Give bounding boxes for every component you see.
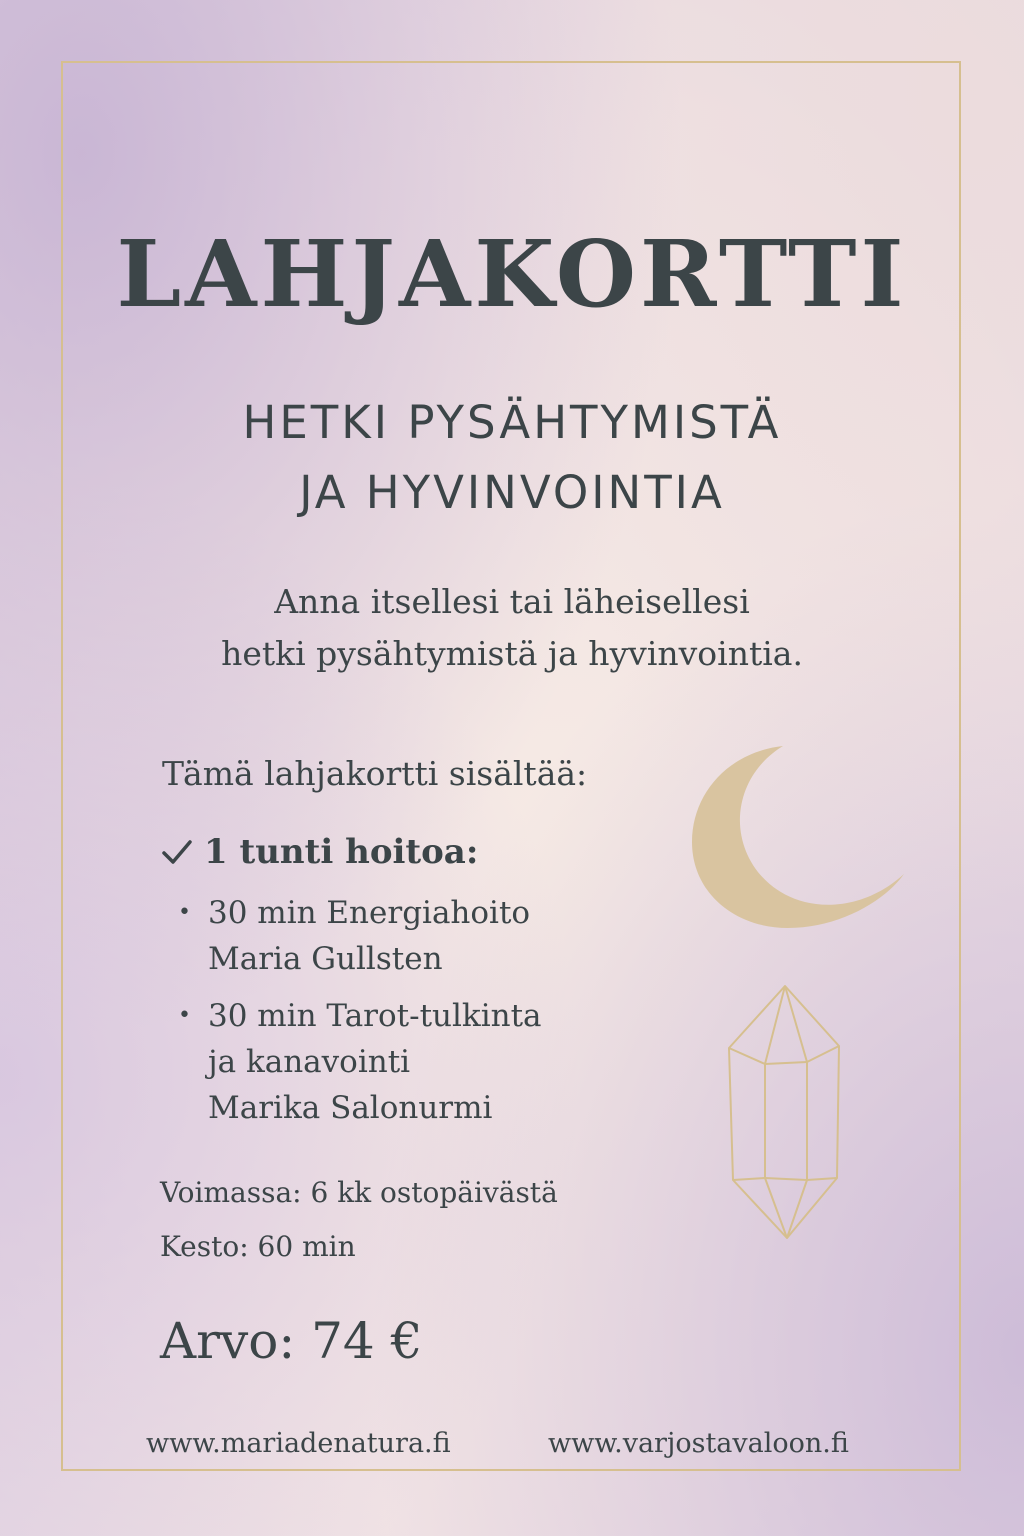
crystal-icon <box>725 982 845 1242</box>
contents-heading: Tämä lahjakortti sisältää: <box>162 754 588 793</box>
main-item <box>160 832 478 872</box>
treatment-item <box>178 993 542 1131</box>
intro-line: Anna itsellesi tai läheisellesi <box>274 582 750 621</box>
bullet-dot: • <box>178 1003 191 1028</box>
website-link[interactable]: www.varjostavaloon.fi <box>548 1428 849 1459</box>
treatment-line: ja kanavointi <box>208 1044 411 1080</box>
treatment-line: Marika Salonurmi <box>208 1090 493 1126</box>
treatment-item <box>178 890 530 982</box>
card-subtitle <box>0 388 1024 528</box>
intro-line: hetki pysähtymistä ja hyvinvointia. <box>221 634 803 673</box>
treatment-line: Maria Gullsten <box>208 941 443 977</box>
card-title: LAHJAKORTTI <box>116 220 908 328</box>
price-text: Arvo: 74 € <box>160 1312 423 1370</box>
bullet-dot: • <box>178 900 191 925</box>
subtitle-line: HETKI PYSÄHTYMISTÄ <box>242 396 782 449</box>
validity-text: Voimassa: 6 kk ostopäivästä <box>160 1176 558 1209</box>
subtitle-line: JA HYVINVOINTIA <box>299 466 725 519</box>
main-item-label: 1 tunti hoitoa: <box>204 832 479 872</box>
website-link[interactable]: www.mariadenatura.fi <box>146 1428 451 1459</box>
duration-text: Kesto: 60 min <box>160 1230 356 1263</box>
crescent-moon-icon <box>688 742 908 932</box>
treatment-line: 30 min Tarot-tulkinta <box>208 998 542 1034</box>
intro-text <box>0 576 1024 680</box>
treatment-line: 30 min Energiahoito <box>208 895 531 931</box>
check-icon <box>160 837 194 867</box>
